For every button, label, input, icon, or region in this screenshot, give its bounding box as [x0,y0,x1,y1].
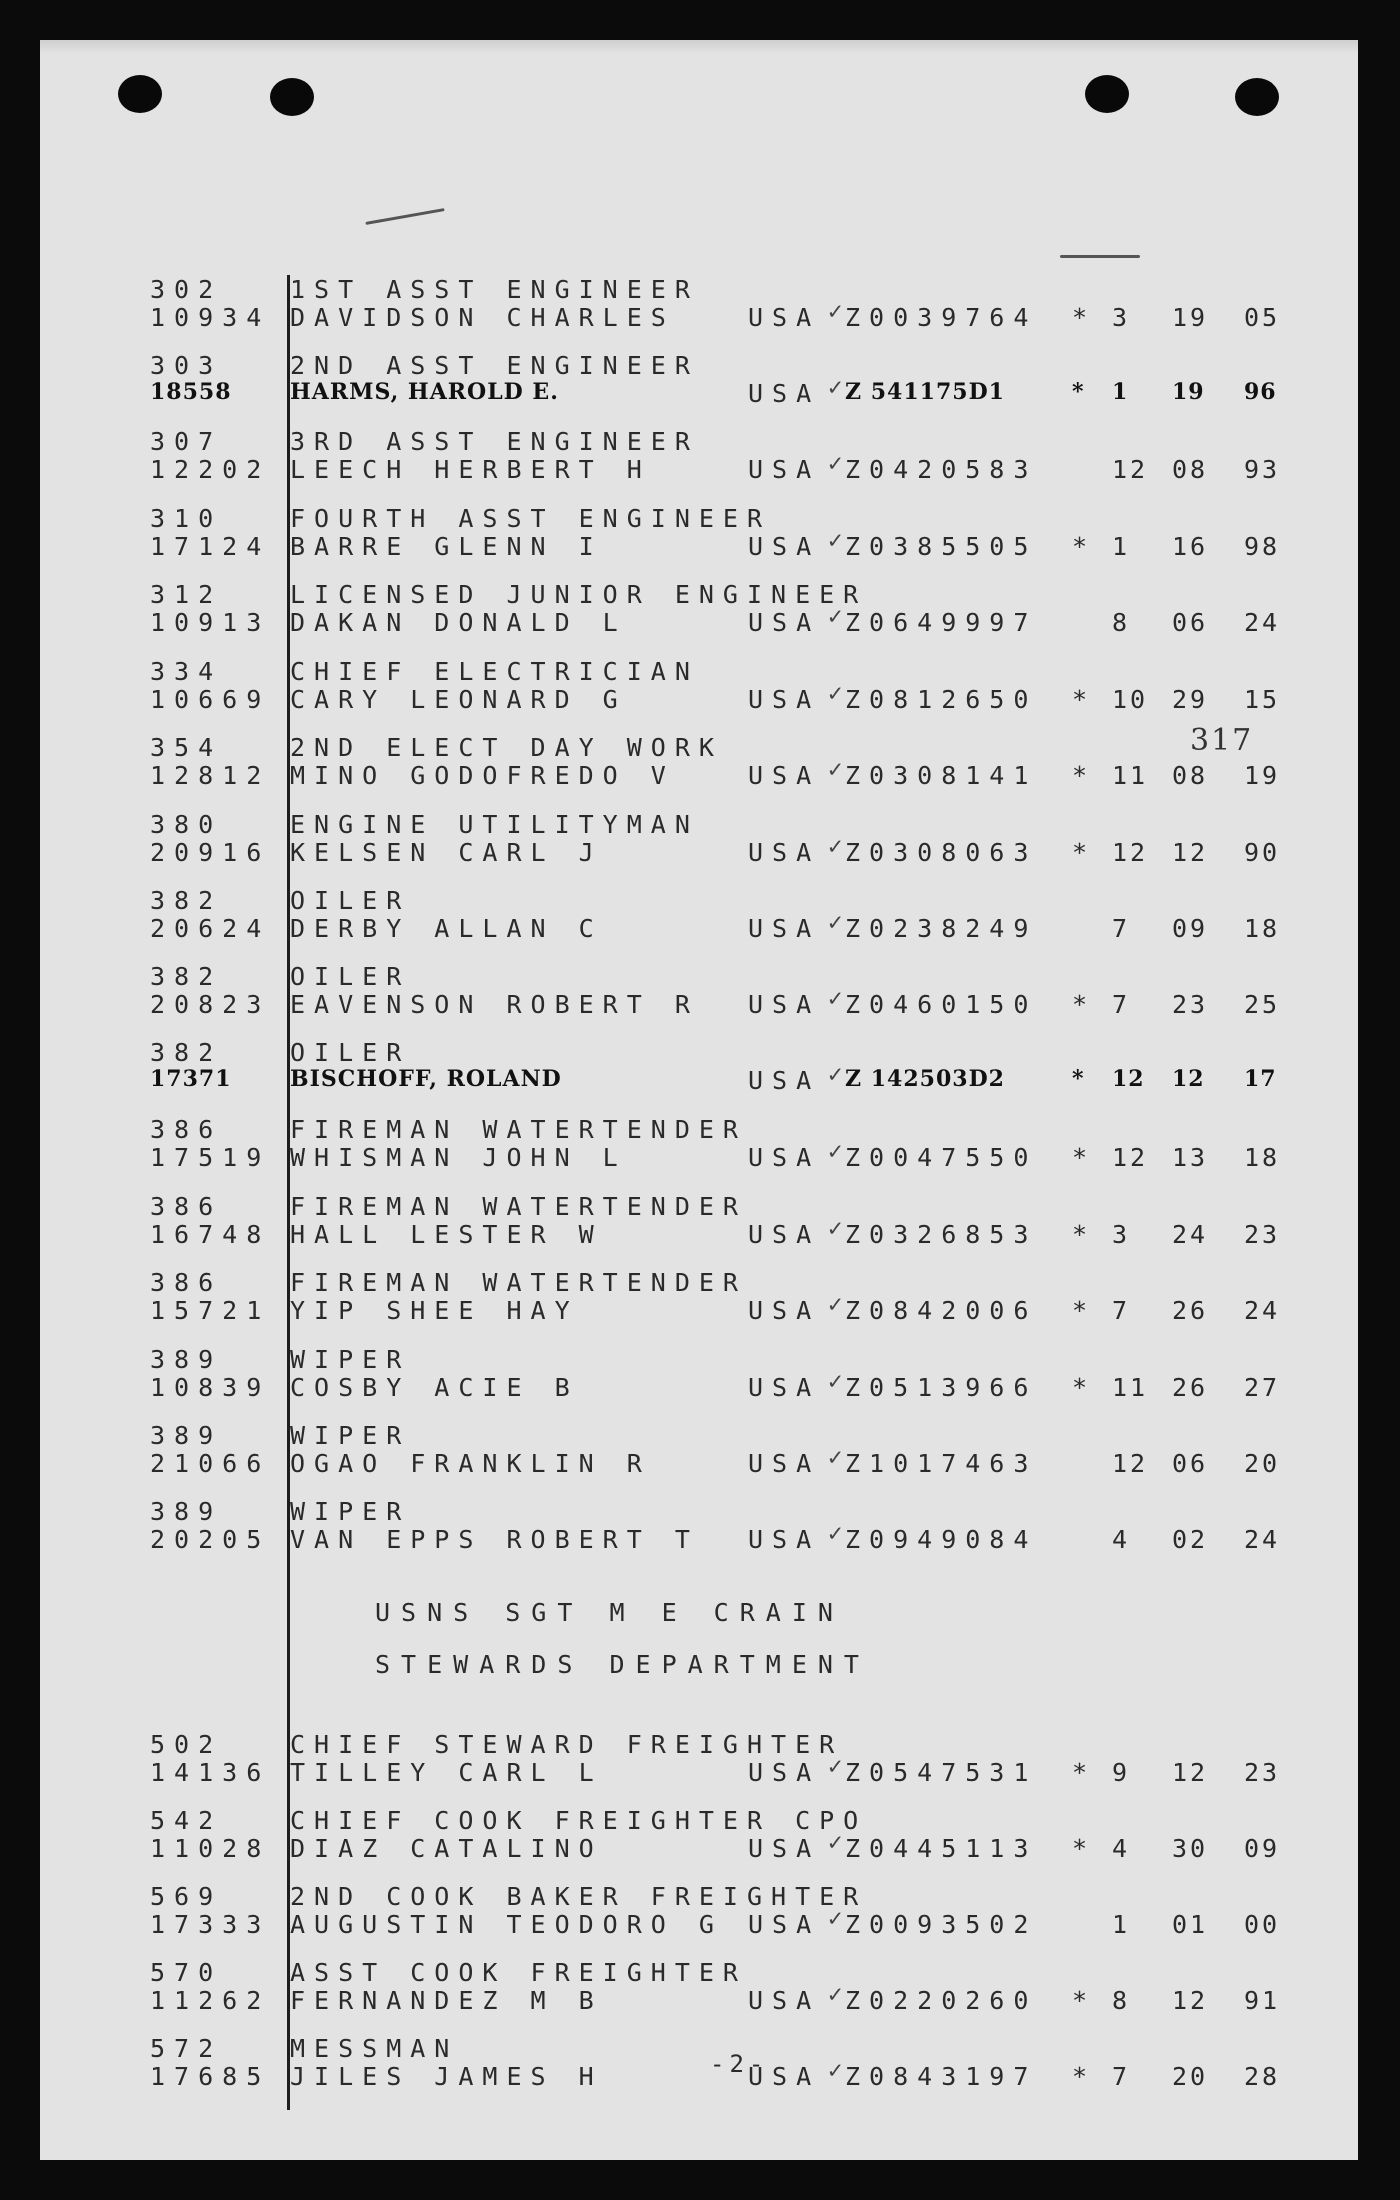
crew-name: AUGUSTIN TEODORO G [290,1910,723,1939]
checkmark-icon: ✓ [828,679,843,707]
crew-name: LEECH HERBERT H [290,455,651,484]
citizenship: USA [748,1758,821,1787]
crew-name: DERBY ALLAN C [290,914,603,943]
checkmark-icon: ✓ [828,1752,843,1780]
star-flag: * [1072,1373,1088,1402]
crew-name: KELSEN CARL J [290,838,603,867]
citizenship: USA [748,990,821,1019]
position-title: 3RD ASST ENGINEER [290,427,699,456]
date-year: 24 [1244,1525,1281,1554]
document-number: Z0812650 [845,685,1038,714]
document-number: Z0445113 [845,1834,1038,1863]
date-day: 12 [1172,1986,1209,2015]
checkmark-icon: ✓ [828,602,843,630]
position-title: ENGINE UTILITYMAN [290,810,699,839]
punch-hole [1085,75,1129,113]
position-title: WIPER [290,1497,411,1526]
book-number: 11028 [150,1834,271,1863]
checkmark-icon: ✓ [828,755,843,783]
citizenship: USA [748,1449,821,1478]
position-title: LICENSED JUNIOR ENGINEER [290,580,868,609]
punch-hole [118,75,162,113]
position-code: 382 [150,1038,223,1067]
table-row [40,886,1358,962]
crew-name: WHISMAN JOHN L [290,1143,627,1172]
date-year: 24 [1244,1296,1281,1325]
date-day: 29 [1172,685,1209,714]
date-year: 96 [1244,379,1277,405]
position-title: FIREMAN WATERTENDER [290,1115,747,1144]
book-number: 12812 [150,761,271,790]
checkmark-icon: ✓ [828,526,843,554]
position-code: 542 [150,1806,223,1835]
position-code: 386 [150,1268,223,1297]
citizenship: USA [748,838,821,867]
book-number: 10913 [150,608,271,637]
date-year: 20 [1244,1449,1281,1478]
date-day: 12 [1172,1066,1205,1092]
checkmark-icon: ✓ [828,1828,843,1856]
date-day: 30 [1172,1834,1209,1863]
citizenship: USA [748,1066,821,1095]
document-number: Z0843197 [845,2062,1038,2091]
date-month: 3 [1112,303,1131,332]
book-number: 18558 [150,379,232,405]
position-code: 572 [150,2034,223,2063]
date-month: 1 [1112,532,1131,561]
date-month: 1 [1112,379,1129,405]
document-number: Z 541175D1 [845,379,1005,405]
citizenship: USA [748,1373,821,1402]
table-row [40,351,1358,427]
date-month: 11 [1112,1373,1149,1402]
star-flag: * [1072,532,1088,561]
table-row [40,1421,1358,1497]
position-code: 303 [150,351,223,380]
crew-name: VAN EPPS ROBERT T [290,1525,699,1554]
date-month: 12 [1112,455,1149,484]
book-number: 17124 [150,532,271,561]
date-day: 13 [1172,1143,1209,1172]
checkmark-icon: ✓ [828,1980,843,2008]
position-title: CHIEF COOK FREIGHTER CPO [290,1806,868,1835]
document-number: Z0220260 [845,1986,1038,2015]
citizenship: USA [748,1910,821,1939]
document-number: Z0238249 [845,914,1038,943]
page-edge-shadow [40,40,1358,54]
table-row [40,1806,1358,1882]
date-month: 12 [1112,1449,1149,1478]
date-month: 11 [1112,761,1149,790]
handwritten-annotation: 317 [1190,723,1254,758]
position-code: 389 [150,1421,223,1450]
position-code: 380 [150,810,223,839]
checkmark-icon: ✓ [828,832,843,860]
date-month: 4 [1112,1834,1131,1863]
date-year: 23 [1244,1220,1281,1249]
star-flag: * [1072,761,1088,790]
document-number: Z0093502 [845,1910,1038,1939]
checkmark-icon: ✓ [828,984,843,1012]
date-day: 26 [1172,1373,1209,1402]
position-title: OILER [290,1038,411,1067]
position-code: 570 [150,1958,223,1987]
table-row [40,810,1358,886]
date-month: 8 [1112,608,1131,637]
document-number: Z0949084 [845,1525,1038,1554]
book-number: 17333 [150,1910,271,1939]
date-year: 25 [1244,990,1281,1019]
document-number: Z0460150 [845,990,1038,1019]
document-number: Z0420583 [845,455,1038,484]
date-day: 12 [1172,838,1209,867]
date-month: 7 [1112,1296,1131,1325]
document-number: Z0326853 [845,1220,1038,1249]
position-title: CHIEF STEWARD FREIGHTER [290,1730,844,1759]
table-row [40,1268,1358,1344]
date-day: 08 [1172,761,1209,790]
position-code: 302 [150,275,223,304]
star-flag: * [1072,685,1088,714]
document-number: Z0308141 [845,761,1038,790]
checkmark-icon: ✓ [828,2056,843,2084]
position-title: OILER [290,886,411,915]
crew-name: TILLEY CARL L [290,1758,603,1787]
checkmark-icon: ✓ [828,1367,843,1395]
crew-name: MINO GODOFREDO V [290,761,675,790]
position-code: 334 [150,657,223,686]
date-day: 08 [1172,455,1209,484]
book-number: 17685 [150,2062,271,2091]
date-year: 27 [1244,1373,1281,1402]
date-day: 26 [1172,1296,1209,1325]
checkmark-icon: ✓ [828,1290,843,1318]
citizenship: USA [748,379,821,408]
position-title: 1ST ASST ENGINEER [290,275,699,304]
position-title: WIPER [290,1421,411,1450]
date-day: 19 [1172,379,1205,405]
table-row [40,275,1358,351]
position-code: 382 [150,886,223,915]
checkmark-icon: ✓ [828,1443,843,1471]
date-year: 17 [1244,1066,1277,1092]
position-code: 389 [150,1497,223,1526]
position-title: 2ND COOK BAKER FREIGHTER [290,1882,868,1911]
document-number: Z1017463 [845,1449,1038,1478]
date-month: 10 [1112,685,1149,714]
position-title: FOURTH ASST ENGINEER [290,504,772,533]
crew-name: YIP SHEE HAY [290,1296,579,1325]
book-number: 21066 [150,1449,271,1478]
star-flag: * [1072,379,1085,405]
date-day: 01 [1172,1910,1209,1939]
date-year: 09 [1244,1834,1281,1863]
pencil-mark [365,208,444,225]
book-number: 17519 [150,1143,271,1172]
document-number: Z0385505 [845,532,1038,561]
table-row [40,580,1358,656]
book-number: 20205 [150,1525,271,1554]
position-title: ASST COOK FREIGHTER [290,1958,747,1987]
date-month: 12 [1112,838,1149,867]
date-day: 02 [1172,1525,1209,1554]
table-row [40,1192,1358,1268]
date-year: 91 [1244,1986,1281,2015]
crew-name: DAVIDSON CHARLES [290,303,675,332]
table-row [40,2034,1358,2110]
book-number: 14136 [150,1758,271,1787]
page-number: -2- [710,2050,769,2078]
document-number: Z0047550 [845,1143,1038,1172]
star-flag: * [1072,2062,1088,2091]
position-code: 382 [150,962,223,991]
date-year: 18 [1244,914,1281,943]
date-day: 06 [1172,608,1209,637]
date-year: 05 [1244,303,1281,332]
document-number: Z0513966 [845,1373,1038,1402]
punch-hole [1235,78,1279,116]
citizenship: USA [748,303,821,332]
crew-name: JILES JAMES H [290,2062,603,2091]
document-page [40,40,1358,2160]
position-title: OILER [290,962,411,991]
position-title: 2ND ELECT DAY WORK [290,733,723,762]
position-title: FIREMAN WATERTENDER [290,1268,747,1297]
date-year: 19 [1244,761,1281,790]
date-year: 23 [1244,1758,1281,1787]
book-number: 17371 [150,1066,232,1092]
date-year: 98 [1244,532,1281,561]
document-number: Z0039764 [845,303,1038,332]
date-month: 3 [1112,1220,1131,1249]
citizenship: USA [748,532,821,561]
date-day: 19 [1172,303,1209,332]
citizenship: USA [748,608,821,637]
date-day: 12 [1172,1758,1209,1787]
crew-name: EAVENSON ROBERT R [290,990,699,1019]
section-department: STEWARDS DEPARTMENT [375,1650,870,1679]
position-title: FIREMAN WATERTENDER [290,1192,747,1221]
checkmark-icon: ✓ [828,1214,843,1242]
checkmark-icon: ✓ [828,1904,843,1932]
citizenship: USA [748,1834,821,1863]
punch-hole [270,78,314,116]
pencil-mark [1060,255,1140,258]
star-flag: * [1072,1220,1088,1249]
crew-name: FERNANDEZ M B [290,1986,603,2015]
star-flag: * [1072,1143,1088,1172]
date-month: 9 [1112,1758,1131,1787]
book-number: 20916 [150,838,271,867]
position-title: 2ND ASST ENGINEER [290,351,699,380]
crew-name: DAKAN DONALD L [290,608,627,637]
table-row [40,427,1358,503]
book-number: 11262 [150,1986,271,2015]
crew-name: HALL LESTER W [290,1220,603,1249]
table-row [40,1882,1358,1958]
document-number: Z0547531 [845,1758,1038,1787]
date-day: 23 [1172,990,1209,1019]
table-row [40,1730,1358,1806]
date-month: 1 [1112,1910,1131,1939]
citizenship: USA [748,1986,821,2015]
star-flag: * [1072,1834,1088,1863]
date-year: 24 [1244,608,1281,637]
date-day: 06 [1172,1449,1209,1478]
position-code: 310 [150,504,223,533]
date-month: 4 [1112,1525,1131,1554]
date-day: 16 [1172,532,1209,561]
position-code: 312 [150,580,223,609]
section-ship-name: USNS SGT M E CRAIN [375,1598,844,1627]
date-year: 18 [1244,1143,1281,1172]
table-row [40,1958,1358,2034]
citizenship: USA [748,455,821,484]
star-flag: * [1072,1066,1085,1092]
book-number: 12202 [150,455,271,484]
checkmark-icon: ✓ [828,908,843,936]
crew-name: CARY LEONARD G [290,685,627,714]
checkmark-icon: ✓ [828,1519,843,1547]
citizenship: USA [748,1220,821,1249]
date-day: 09 [1172,914,1209,943]
document-number: Z0308063 [845,838,1038,867]
date-day: 24 [1172,1220,1209,1249]
date-month: 7 [1112,990,1131,1019]
position-code: 386 [150,1115,223,1144]
star-flag: * [1072,838,1088,867]
date-year: 90 [1244,838,1281,867]
checkmark-icon: ✓ [828,297,843,325]
date-year: 15 [1244,685,1281,714]
citizenship: USA [748,1296,821,1325]
document-number: Z0842006 [845,1296,1038,1325]
document-number: Z0649997 [845,608,1038,637]
position-code: 307 [150,427,223,456]
crew-name: OGAO FRANKLIN R [290,1449,651,1478]
checkmark-icon: ✓ [828,1060,843,1088]
table-row [40,962,1358,1038]
citizenship: USA [748,2062,821,2091]
crew-name: BISCHOFF, ROLAND [290,1066,562,1092]
table-row [40,1115,1358,1191]
date-month: 7 [1112,914,1131,943]
checkmark-icon: ✓ [828,1137,843,1165]
date-month: 8 [1112,1986,1131,2015]
book-number: 10669 [150,685,271,714]
position-title: WIPER [290,1345,411,1374]
star-flag: * [1072,990,1088,1019]
position-title: MESSMAN [290,2034,459,2063]
position-code: 386 [150,1192,223,1221]
star-flag: * [1072,303,1088,332]
crew-name: DIAZ CATALINO [290,1834,603,1863]
position-code: 502 [150,1730,223,1759]
table-row [40,733,1358,809]
book-number: 10934 [150,303,271,332]
document-number: Z 142503D2 [845,1066,1005,1092]
table-row [40,504,1358,580]
position-code: 569 [150,1882,223,1911]
crew-name: HARMS, HAROLD E. [290,379,559,405]
table-row [40,1038,1358,1114]
citizenship: USA [748,914,821,943]
table-row [40,1345,1358,1421]
date-year: 93 [1244,455,1281,484]
checkmark-icon: ✓ [828,449,843,477]
date-month: 12 [1112,1143,1149,1172]
book-number: 16748 [150,1220,271,1249]
crew-name: COSBY ACIE B [290,1373,579,1402]
star-flag: * [1072,1296,1088,1325]
date-year: 28 [1244,2062,1281,2091]
crew-name: BARRE GLENN I [290,532,603,561]
table-row [40,1497,1358,1573]
position-code: 354 [150,733,223,762]
date-month: 7 [1112,2062,1131,2091]
citizenship: USA [748,685,821,714]
citizenship: USA [748,761,821,790]
checkmark-icon: ✓ [828,373,843,401]
book-number: 15721 [150,1296,271,1325]
citizenship: USA [748,1525,821,1554]
star-flag: * [1072,1986,1088,2015]
citizenship: USA [748,1143,821,1172]
date-year: 00 [1244,1910,1281,1939]
book-number: 10839 [150,1373,271,1402]
star-flag: * [1072,1758,1088,1787]
position-code: 389 [150,1345,223,1374]
position-title: CHIEF ELECTRICIAN [290,657,699,686]
date-month: 12 [1112,1066,1145,1092]
table-row [40,657,1358,733]
date-day: 20 [1172,2062,1209,2091]
book-number: 20823 [150,990,271,1019]
book-number: 20624 [150,914,271,943]
